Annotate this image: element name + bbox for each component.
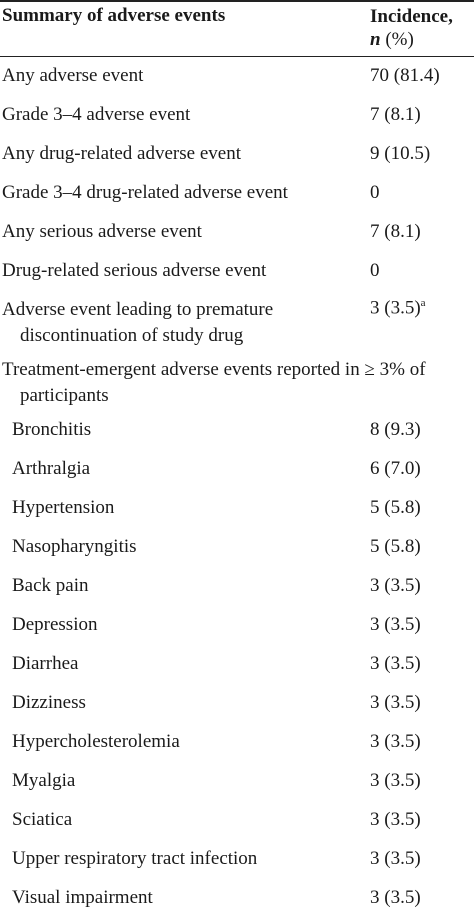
row-value: 7 (8.1) (370, 221, 421, 242)
section-label-line2: participants (20, 385, 109, 406)
table-row (0, 96, 474, 135)
row-label: Nasopharyngitis (12, 536, 137, 557)
row-label: Depression (12, 614, 98, 635)
row-label: Bronchitis (12, 419, 92, 440)
row-value-text: 3 (3.5) (370, 297, 421, 319)
table-row (0, 135, 474, 174)
table-row (0, 645, 474, 684)
row-value: 6 (7.0) (370, 458, 421, 479)
table-header (0, 2, 474, 56)
header-incidence-label (370, 5, 453, 51)
table-row (0, 606, 474, 645)
table-row (0, 723, 474, 762)
row-value: 5 (5.8) (370, 497, 421, 518)
section-label-line1: Treatment-emergent adverse events reported in ≥ 3% of (2, 359, 426, 380)
row-value: 3 (3.5) (370, 614, 421, 635)
header-n: n (370, 29, 381, 50)
table-row (0, 528, 474, 567)
header-summary-label: Summary of adverse events (2, 5, 226, 26)
table-row (0, 567, 474, 606)
row-label: Hypertension (12, 497, 115, 518)
row-value: 3 (3.5) (370, 887, 421, 908)
section-label (2, 357, 426, 409)
row-label-line2: discontinuation of study drug (20, 325, 244, 346)
table-row (0, 57, 474, 96)
table-row (0, 489, 474, 528)
table-row (0, 840, 474, 879)
row-label: Drug-related serious adverse event (2, 260, 267, 281)
row-label: Any drug-related adverse event (2, 143, 241, 164)
row-label: Dizziness (12, 692, 86, 713)
row-value: 3 (3.5) (370, 653, 421, 674)
row-label: Sciatica (12, 809, 73, 830)
row-value: 70 (81.4) (370, 65, 440, 86)
table-row (0, 213, 474, 252)
row-value: 3 (3.5) (370, 575, 421, 596)
row-label: Back pain (12, 575, 89, 596)
row-value: 0 (370, 260, 380, 281)
table-row (0, 684, 474, 723)
row-value: 3 (3.5) (370, 731, 421, 752)
row-value: 7 (8.1) (370, 104, 421, 125)
row-value: 3 (3.5) (370, 692, 421, 713)
row-label: Grade 3–4 drug-related adverse event (2, 182, 288, 203)
row-value: 0 (370, 182, 380, 203)
row-value: 9 (10.5) (370, 143, 431, 164)
row-label: Arthralgia (12, 458, 91, 479)
row-value: 3 (3.5) (370, 770, 421, 791)
row-label: Any adverse event (2, 65, 144, 86)
header-pct: (%) (380, 29, 414, 50)
table-row (0, 450, 474, 489)
footnote-marker: a (420, 297, 426, 309)
row-label-line1: Adverse event leading to premature (2, 299, 274, 320)
row-value: 3 (3.5) (370, 848, 421, 869)
row-label (2, 297, 273, 349)
header-incidence-line1: Incidence, (370, 6, 453, 27)
table-row (0, 879, 474, 918)
teae-section-heading (0, 353, 474, 411)
row-label: Upper respiratory tract infection (12, 848, 258, 869)
table-row (0, 762, 474, 801)
row-label: Diarrhea (12, 653, 79, 674)
row-label: Myalgia (12, 770, 76, 791)
row-label: Grade 3–4 adverse event (2, 104, 191, 125)
row-value (370, 297, 426, 319)
table-row (0, 252, 474, 291)
header-incidence-line2 (370, 28, 453, 51)
row-value: 8 (9.3) (370, 419, 421, 440)
table-row (0, 174, 474, 213)
table-row (0, 411, 474, 450)
row-value: 5 (5.8) (370, 536, 421, 557)
row-value: 3 (3.5) (370, 809, 421, 830)
table-row-premature-discontinuation (0, 291, 474, 353)
row-label: Hypercholesterolemia (12, 731, 180, 752)
table-row (0, 801, 474, 840)
row-label: Any serious adverse event (2, 221, 202, 242)
row-label: Visual impairment (12, 887, 153, 908)
